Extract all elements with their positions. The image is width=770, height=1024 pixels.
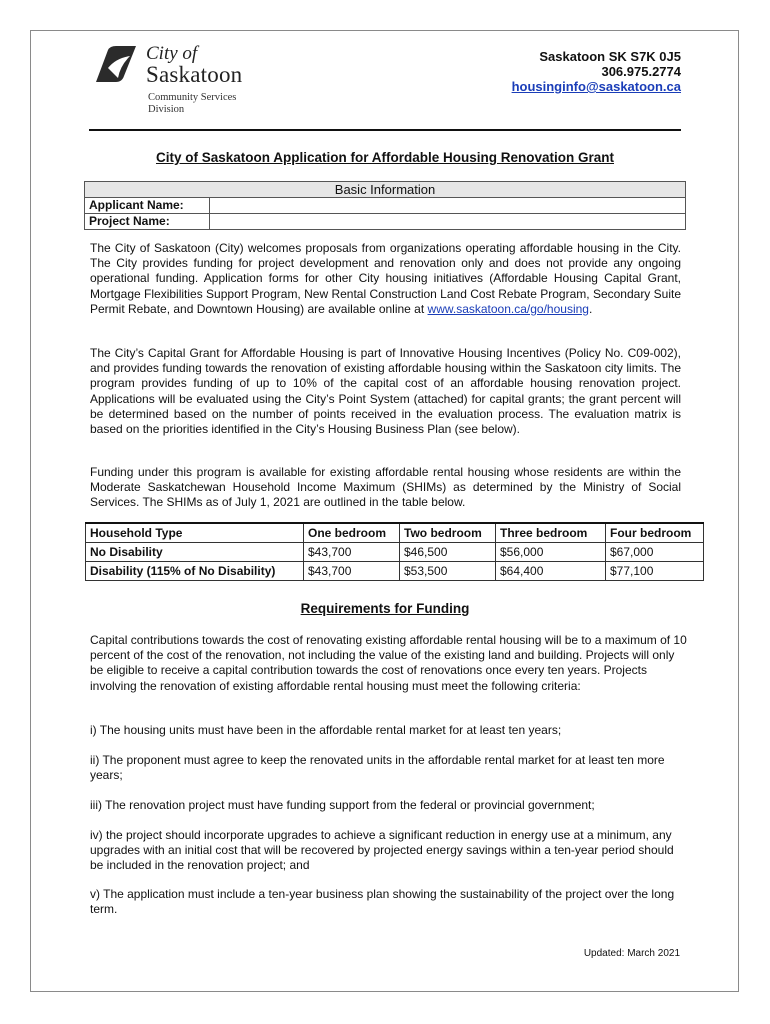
updated-date: Updated: March 2021 [583,948,680,959]
table-cell: $43,700 [304,543,400,562]
intro-text: The City of Saskatoon (City) welcomes proposals from organizations operating affordable housing in the City. The City provides funding for project development and renovation only and does not provide any ongoing operational funding. Application forms for other City housing initiatives (Affordable Housing Capital Grant, Mortgage Flexibilities Support Program, New Rental Construction Land Cost Rebate Program, Secondary Suite Permit Rebate, and Downtown Housing) are available online at [90,241,681,316]
requirements-intro: Capital contributions towards the cost of renovating existing affordable rental housing will be to a maximum of 10 percent of the cost of the renovation, not including the value of the existing land and building. Projects will only be eligible to receive a capital contribution towards the cost of renovations once every ten years. Projects involving the renovation of existing affordable rental housing must meet the following criteria: [90,633,687,693]
table-cell: $46,500 [400,543,496,562]
table-row [86,543,704,562]
project-name-field[interactable] [210,214,686,230]
city-logo [94,44,274,122]
table-header-cell: Three bedroom [496,523,606,543]
intro-paragraph [90,241,681,317]
basic-info-table [84,181,686,230]
table-header-cell: Household Type [86,523,304,543]
table-cell: $77,100 [606,562,704,581]
email-link[interactable]: housinginfo@saskatoon.ca [511,79,681,94]
funding-paragraph: Funding under this program is available for existing affordable rental housing whose residents are within the Moderate Saskatchewan Household Income Maximum (SHIMs) as determined by the Ministry of Social Services. The SHIMs as of July 1, 2021 are outlined in the table below. [90,465,681,510]
table-header-cell: Four bedroom [606,523,704,543]
row-label: No Disability [86,543,304,562]
shim-header-row [86,523,704,543]
table-cell: $67,000 [606,543,704,562]
housing-website-link[interactable]: www.saskatoon.ca/go/housing [427,301,589,316]
applicant-name-field[interactable] [210,198,686,214]
table-cell: $43,700 [304,562,400,581]
list-item: v) The application must include a ten-year business plan showing the sustainability of the project over the long term. [90,887,675,917]
list-item: i) The housing units must have been in the affordable rental market for at least ten years; [90,723,562,737]
applicant-name-label: Applicant Name: [85,198,210,214]
row-label: Disability (115% of No Disability) [86,562,304,581]
saskatoon-logo-icon [94,46,138,84]
list-item: iv) the project should incorporate upgrades to achieve a significant reduction in energy use at a minimum, any upgrades with an initial cost that will be recovered by projected energy savings within a ten-year period should be included in the renovation project; and [90,828,674,873]
capital-grant-paragraph: The City’s Capital Grant for Affordable Housing is part of Innovative Housing Incentives (Policy No. C09-002), and provides funding towards the renovation of existing affordable housing within the Saskatoon city limits. The program provides funding of up to 10% of the capital cost of an affordable housing renovation project. Applications will be evaluated using the City’s Point System (attached) for capital grants; the grant percent will be determined based on the number of points received in the evaluation process. The evaluation matrix is based on the priorities identified in the City’s Housing Business Plan (see below). [90,346,681,437]
table-header-cell: Two bedroom [400,523,496,543]
phone: 306.975.2774 [601,64,681,79]
table-row [86,562,704,581]
logo-name-text: Saskatoon [146,62,243,87]
logo-division-text: Community Services [148,92,237,103]
shim-table [85,522,704,581]
basic-info-heading: Basic Information [85,182,686,198]
requirements-heading: Requirements for Funding [300,601,470,616]
table-cell: $64,400 [496,562,606,581]
table-cell: $53,500 [400,562,496,581]
table-header-cell: One bedroom [304,523,400,543]
table-cell: $56,000 [496,543,606,562]
logo-city-text: City of [146,43,198,64]
logo-division-text-2: Division [148,104,185,115]
address: Saskatoon SK S7K 0J5 [539,49,681,64]
list-item: iii) The renovation project must have funding support from the federal or provincial government; [90,798,595,812]
intro-end: . [588,301,593,316]
contact-block [512,49,681,94]
header-divider [89,129,681,131]
page-title: City of Saskatoon Application for Affordable Housing Renovation Grant [155,150,615,165]
list-item: ii) The proponent must agree to keep the renovated units in the affordable rental market for at least ten more years; [90,753,665,783]
project-name-label: Project Name: [85,214,210,230]
